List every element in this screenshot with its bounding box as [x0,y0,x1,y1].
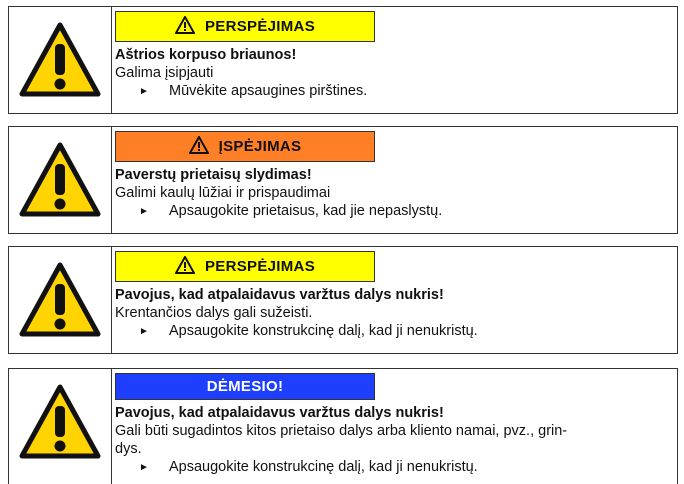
hazard-consequence-cont: dys. [115,441,142,457]
signal-word-banner [115,373,375,400]
safety-instruction-text: Mūvėkite apsaugines pirštines. [169,83,368,99]
notice-4 [8,368,678,484]
signal-word: ĮSPĖJIMAS [218,138,302,155]
safety-instruction [115,322,673,341]
bullet-arrow-icon: ► [139,206,149,217]
signal-word-banner [115,251,375,282]
hazard-title: Paverstų prietaisų slydimas! [115,167,312,183]
signal-word-banner [115,11,375,42]
hazard-title: Pavojus, kad atpalaidavus varžtus dalys nukris! [115,405,444,421]
warning-triangle-icon [175,16,195,38]
warning-triangle-icon [175,256,195,278]
bullet-arrow-icon: ► [139,326,149,337]
hazard-warning-icon [19,262,101,338]
safety-instruction [115,202,673,221]
signal-word: PERSPĖJIMAS [205,18,315,35]
warning-notice-1 [8,6,678,114]
hazard-title: Pavojus, kad atpalaidavus varžtus dalys nukris! [115,287,444,303]
hazard-icon-cell [9,7,112,113]
hazard-warning-icon [19,22,101,98]
hazard-consequence: Gali būti sugadintos kitos prietaiso dalys arba kliento namai, pvz., grin- [115,423,568,439]
signal-word: PERSPĖJIMAS [205,258,315,275]
hazard-icon-cell [9,369,112,484]
warning-notice-2 [8,126,678,234]
warning-notice-3 [8,246,678,354]
hazard-consequence: Galima įsipjauti [115,65,214,81]
signal-word-banner [115,131,375,162]
hazard-consequence: Krentančios dalys gali sužeisti. [115,305,313,321]
hazard-warning-icon [19,384,101,460]
safety-instruction [115,82,673,101]
hazard-title: Aštrios korpuso briaunos! [115,47,297,63]
safety-instruction-text: Apsaugokite konstrukcinę dalį, kad ji nenukristų. [169,459,478,475]
hazard-consequence: Galimi kaulų lūžiai ir prispaudimai [115,185,331,201]
bullet-arrow-icon: ► [139,462,149,473]
safety-instruction [115,458,673,477]
safety-instruction-text: Apsaugokite konstrukcinę dalį, kad ji nenukristų. [169,323,478,339]
warning-triangle-icon [189,136,209,158]
hazard-icon-cell [9,247,112,353]
safety-instruction-text: Apsaugokite prietaisus, kad jie nepaslystų. [169,203,443,219]
hazard-warning-icon [19,142,101,218]
hazard-icon-cell [9,127,112,233]
bullet-arrow-icon: ► [139,86,149,97]
signal-word: DĖMESIO! [206,378,284,395]
